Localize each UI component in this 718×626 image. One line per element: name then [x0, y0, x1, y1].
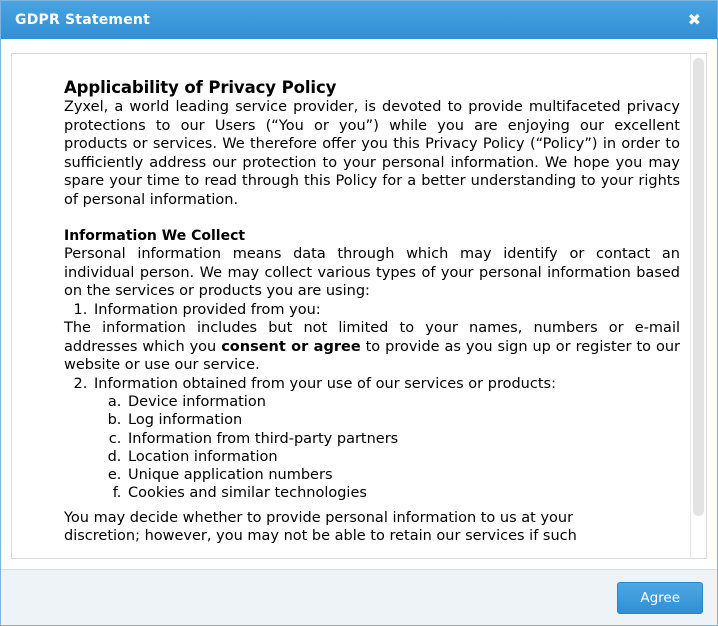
dialog-body [1, 39, 717, 569]
collection-list [64, 301, 680, 319]
content-scrollbar[interactable] [690, 54, 706, 558]
scrollbar-thumb[interactable] [693, 58, 704, 516]
list-item: c. Information from third-party partners [126, 430, 680, 448]
closing-paragraph-line2: discretion; however, you may not be able to retain our services if such [64, 528, 577, 545]
list-item: d. Location information [126, 448, 680, 466]
consent-text-bold: consent or agree [221, 338, 361, 355]
section-paragraph-applicability: Zyxel, a world leading service provider, is devoted to provide multifaceted privacy protections to our Users (“You or you”) while you are enjoying our excellent products or services. We therefore offer you this Privacy Policy (“Policy”) in order to sufficiently address our protection to your personal information. We hope you may spare your time to read through this Policy for a better understanding to your rights of personal information. [64, 99, 680, 208]
policy-text-region [12, 54, 690, 558]
closing-paragraph-line1: You may decide whether to provide personal information to us at your [64, 509, 574, 526]
consent-paragraph [64, 319, 680, 375]
list-item: 2. Information obtained from your use of our services or products: [92, 375, 680, 393]
section-heading-applicability: Applicability of Privacy Policy [64, 78, 337, 97]
list-item: e. Unique application numbers [126, 466, 680, 484]
section-paragraph-information-we-collect: Personal information means data through which may identify or contact an individual person. We may collect various types of your personal information based on the services or products you are using: [64, 246, 680, 300]
dialog-titlebar [1, 1, 717, 39]
content-frame [11, 53, 707, 559]
list-item: b. Log information [126, 411, 680, 429]
dialog-footer [1, 569, 717, 625]
list-item: f. Cookies and similar technologies [126, 484, 680, 502]
list-item: a. Device information [126, 393, 680, 411]
agree-button[interactable]: Agree [617, 582, 703, 614]
collection-sublist [64, 393, 680, 503]
consent-text-post: to provide as you sign up or register to our website or use our service. [64, 338, 680, 374]
consent-text-pre: The information includes but not limited to your names, numbers or e-mail addresses which you [64, 320, 680, 355]
close-icon[interactable]: ✖ [687, 10, 701, 29]
dialog-title: GDPR Statement [15, 12, 150, 28]
collection-list-continued [64, 375, 680, 393]
section-heading-information-we-collect: Information We Collect [64, 228, 246, 245]
list-item: 1. Information provided from you: [92, 301, 680, 319]
paragraph-spacer [64, 209, 680, 228]
